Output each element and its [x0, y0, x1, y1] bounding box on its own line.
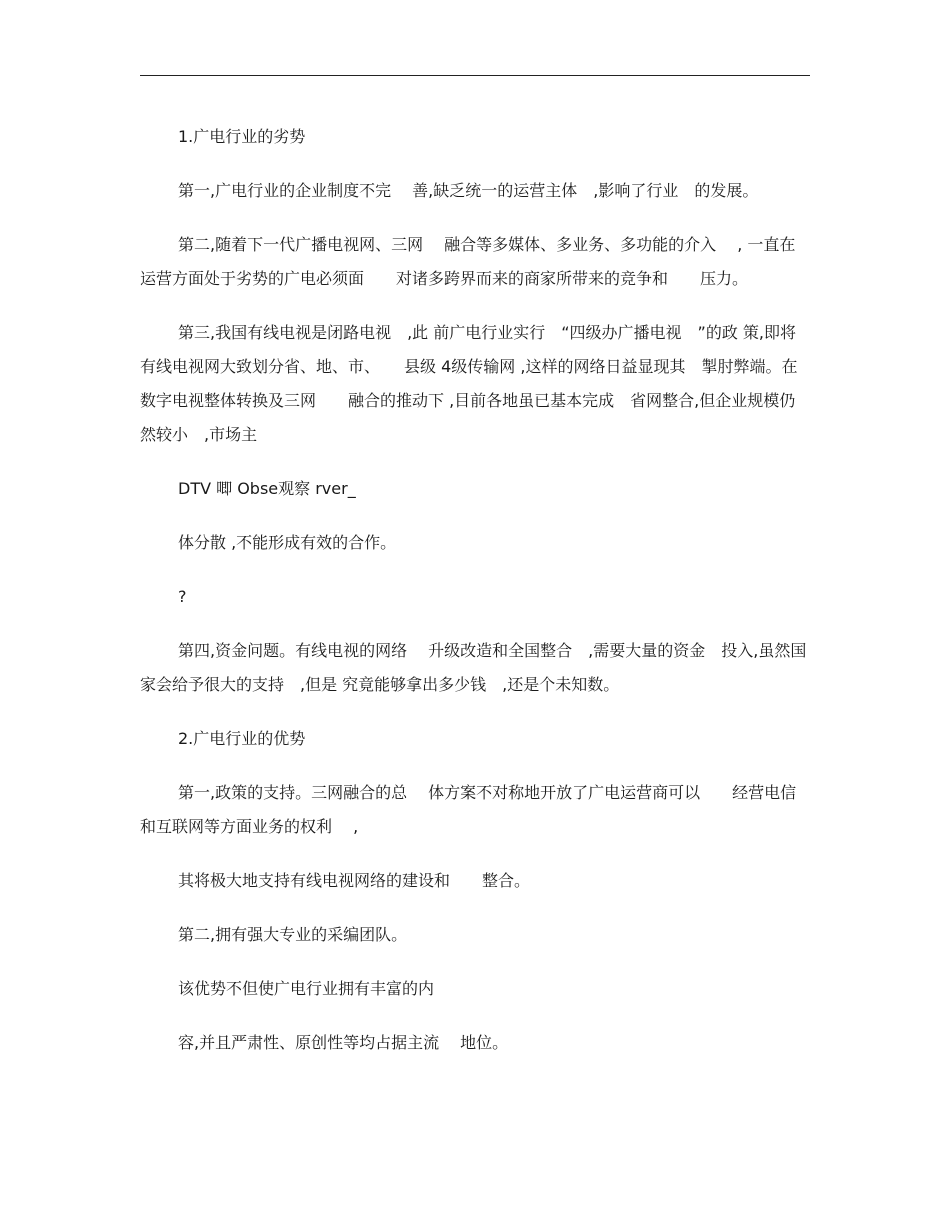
paragraph-advantage-2-cont: 容,并且严肃性、原创性等均占据主流 地位。 [178, 1033, 509, 1052]
paragraph-disadvantage-2: 第二,随着下一代广播电视网、三网 融合等多媒体、多业务、多功能的介入 , 一直在运营方面处于劣势的广电必须面 对诸多跨界而来的商家所带来的竞争和 压力。 [140, 235, 796, 288]
paragraph-advantage-1-cont: 其将极大地支持有线电视网络的建设和 整合。 [178, 871, 531, 890]
paragraph-disadvantage-3: 第三,我国有线电视是闭路电视 ,此 前广电行业实行 “四级办广播电视 ”的政 策,即将有线电视网大致划分省、地、市、 县级 4级传输网 ,这样的网络日益显现其 掣肘弊端。在数字电视整体转换及三网 融合的推动下 ,目前各地虽已基本完成 省网整合,但企业规模仍然较小 ,市场主 [140, 323, 798, 444]
paragraph-advantage-2: 第二,拥有强大专业的采编团队。 [178, 925, 408, 944]
paragraph-disadvantage-4: 第四,资金问题。有线电视的网络 升级改造和全国整合 ,需要大量的资金 投入,虽然国家会给予很大的支持 ,但是 究竟能够拿出多少钱 ,还是个未知数。 [140, 641, 807, 694]
paragraph-heading-advantages: 2.广电行业的优势 [178, 729, 306, 748]
paragraph-advantage-1: 第一,政策的支持。三网融合的总 体方案不对称地开放了广电运营商可以 经营电信和互联网等方面业务的权利 , [140, 783, 797, 836]
paragraph-advantage-2-detail: 该优势不但使广电行业拥有丰富的内 [178, 979, 435, 998]
paragraph-disadvantage-1: 第一,广电行业的企业制度不完 善,缺乏统一的运营主体 ,影响了行业 的发展。 [178, 181, 759, 200]
document-body [140, 120, 810, 1080]
paragraph-artifact-dtv: DTV 唧 Obse观察 rver_ [178, 479, 356, 498]
paragraph-disadvantage-3-cont: 体分散 ,不能形成有效的合作。 [178, 533, 397, 552]
paragraph-artifact-question: ? [178, 587, 187, 606]
header-rule [140, 75, 810, 76]
paragraph-heading-disadvantages: 1.广电行业的劣势 [178, 127, 306, 146]
